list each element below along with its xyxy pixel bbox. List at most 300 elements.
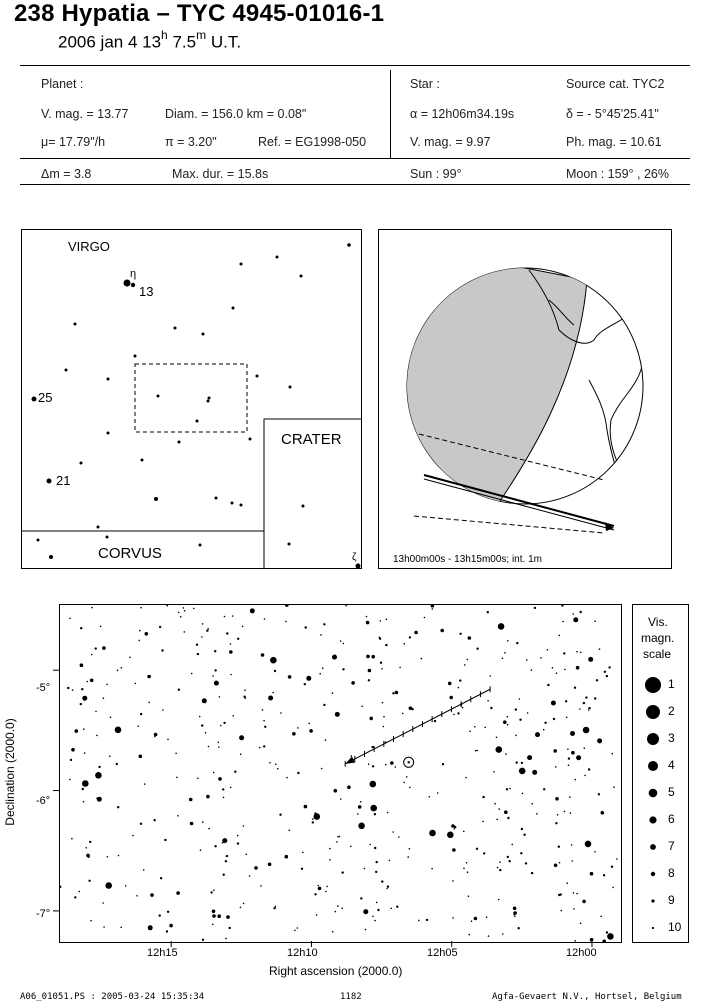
crater-label: CRATER — [281, 431, 342, 448]
field-star — [140, 607, 142, 609]
legend-title-2: magn. — [641, 631, 675, 645]
finder-star — [80, 462, 83, 465]
field-star — [482, 821, 484, 823]
field-star — [285, 605, 289, 607]
field-star — [229, 650, 233, 654]
field-star — [95, 647, 97, 649]
field-star — [117, 670, 119, 672]
xtick-12h15: 12h15 — [147, 947, 178, 959]
field-star — [377, 909, 379, 911]
field-star — [150, 893, 154, 897]
field-star — [80, 703, 82, 705]
path-limit-south — [414, 516, 604, 533]
field-star — [598, 793, 600, 795]
field-star — [385, 764, 387, 766]
field-star — [84, 752, 86, 754]
field-star — [329, 848, 331, 850]
field-star — [506, 788, 508, 790]
field-star — [374, 813, 376, 815]
field-star — [463, 868, 465, 870]
field-star — [100, 626, 102, 628]
field-star — [505, 753, 507, 755]
field-star — [83, 728, 85, 730]
field-star — [332, 692, 334, 694]
field-star — [519, 768, 526, 775]
field-star — [383, 726, 385, 728]
planet-vmag: V. mag. = 13.77 — [41, 107, 129, 121]
field-star — [562, 621, 564, 623]
field-star — [580, 611, 582, 613]
info-top-rule — [20, 65, 690, 66]
field-star — [467, 659, 469, 661]
field-star — [531, 803, 533, 805]
info-bottom-rule — [20, 184, 690, 185]
field-star — [301, 868, 303, 870]
field-star — [462, 707, 464, 709]
field-star — [214, 650, 216, 652]
field-star — [222, 788, 224, 790]
field-star — [372, 916, 374, 918]
finder-star — [288, 543, 291, 546]
field-star — [604, 671, 606, 673]
field-star — [531, 669, 533, 671]
field-star — [169, 924, 173, 928]
field-star — [368, 679, 370, 681]
field-star — [516, 642, 518, 644]
field-star — [245, 697, 247, 699]
field-star — [345, 605, 347, 606]
field-star — [205, 732, 207, 734]
legend-label-1: 1 — [668, 677, 675, 691]
field-star — [603, 874, 605, 876]
field-star — [361, 706, 363, 708]
legend-label-10: 10 — [668, 920, 682, 934]
field-star — [358, 823, 365, 830]
field-star — [229, 927, 231, 929]
field-star — [139, 755, 143, 759]
x-axis-label: Right ascension (2000.0) — [269, 964, 403, 978]
field-star — [515, 735, 517, 737]
field-star — [564, 669, 566, 671]
field-star — [594, 620, 596, 622]
field-star — [254, 866, 258, 870]
field-star — [563, 652, 565, 654]
field-star — [237, 638, 239, 640]
field-star — [306, 676, 311, 681]
field-star — [574, 940, 576, 942]
field-star — [103, 926, 105, 928]
field-star — [607, 935, 609, 937]
field-star — [263, 745, 265, 747]
star-phmag: Ph. mag. = 10.61 — [566, 135, 662, 149]
field-star — [288, 675, 292, 679]
field-star — [72, 689, 74, 691]
field-star — [205, 700, 207, 702]
field-star — [222, 838, 227, 843]
field-star — [218, 746, 220, 748]
field-star — [474, 726, 476, 728]
legend-dot-5 — [649, 789, 658, 798]
field-star — [418, 920, 420, 922]
field-star — [341, 907, 343, 909]
field-star — [571, 860, 573, 862]
field-star — [202, 821, 204, 823]
field-star — [312, 818, 314, 820]
field-star — [132, 835, 134, 837]
finder-star — [97, 526, 100, 529]
field-star — [90, 920, 92, 922]
finder-star — [231, 502, 234, 505]
field-star — [285, 855, 289, 859]
field-star — [493, 771, 495, 773]
finder-star — [208, 397, 211, 400]
field-star — [389, 860, 391, 862]
field-star — [219, 696, 221, 698]
field-star — [576, 666, 580, 670]
field-star — [504, 810, 508, 814]
field-star — [71, 748, 75, 752]
field-star — [580, 652, 582, 654]
star13-label: 13 — [139, 284, 154, 299]
planet-heading: Planet : — [41, 77, 84, 91]
field-star — [576, 893, 578, 895]
field-star — [431, 868, 433, 870]
field-star — [383, 716, 385, 718]
field-star — [302, 852, 304, 854]
sun-elongation: Sun : 99° — [410, 167, 462, 181]
field-star — [88, 856, 90, 858]
field-star — [568, 757, 570, 759]
field-star — [507, 640, 509, 642]
max-duration: Max. dur. = 15.8s — [172, 167, 269, 181]
field-star — [475, 750, 477, 752]
field-star — [573, 617, 578, 622]
field-star — [375, 871, 377, 873]
ytick-m6: -6° — [36, 795, 51, 807]
field-star — [273, 907, 275, 909]
field-star — [368, 669, 372, 673]
field-star — [154, 736, 156, 738]
field-star — [387, 812, 389, 814]
field-star — [207, 628, 209, 630]
field-star — [544, 722, 546, 724]
field-star — [240, 753, 242, 755]
field-star — [600, 916, 602, 918]
field-star — [385, 644, 387, 646]
field-star — [96, 735, 98, 737]
field-star — [571, 844, 573, 846]
field-star — [326, 886, 328, 888]
field-star — [402, 713, 404, 715]
field-star — [507, 716, 509, 718]
field-star — [421, 658, 423, 660]
footer-page: 1182 — [340, 992, 362, 1002]
ytick-m7: -7° — [36, 908, 51, 920]
field-star — [594, 697, 596, 699]
field-star — [206, 795, 210, 799]
field-star — [572, 613, 574, 615]
field-star — [503, 720, 507, 724]
field-star — [115, 727, 122, 734]
field-star — [342, 668, 344, 670]
xtick-12h10: 12h10 — [287, 947, 318, 959]
field-star — [387, 885, 389, 887]
legend-dots — [633, 605, 688, 942]
field-star — [465, 777, 467, 779]
field-star — [522, 793, 524, 795]
field-star — [369, 844, 371, 846]
field-star — [125, 885, 127, 887]
field-star — [381, 668, 383, 670]
field-star — [525, 862, 527, 864]
field-star — [147, 675, 151, 679]
field-star — [588, 709, 590, 711]
field-star — [521, 762, 523, 764]
field-star — [554, 864, 558, 868]
field-star — [232, 715, 234, 717]
field-star — [376, 861, 378, 863]
field-star — [567, 748, 569, 750]
field-star — [347, 785, 351, 789]
field-star — [370, 781, 377, 788]
field-star — [390, 908, 392, 910]
field-star — [263, 720, 265, 722]
star-alpha: α = 12h06m34.19s — [410, 107, 515, 121]
field-star — [612, 753, 614, 755]
field-star — [543, 788, 545, 790]
field-star — [95, 711, 97, 713]
field-star — [606, 675, 608, 677]
field-star — [409, 636, 411, 638]
finder-star — [141, 459, 144, 462]
planet-pi: π = 3.20" — [165, 135, 217, 149]
field-star — [212, 675, 214, 677]
field-star — [110, 717, 112, 719]
legend-label-4: 4 — [668, 758, 675, 772]
finder-star — [215, 497, 218, 500]
field-star — [226, 855, 228, 857]
star-source: Source cat. TYC2 — [566, 77, 665, 91]
field-star — [571, 751, 575, 755]
field-star — [332, 655, 337, 660]
virgo-label: VIRGO — [68, 239, 110, 254]
field-star — [272, 692, 274, 694]
field-star — [440, 629, 444, 633]
field-star — [218, 742, 220, 744]
field-star — [380, 620, 382, 622]
field-star — [616, 858, 618, 860]
field-star — [463, 831, 465, 833]
field-star — [499, 869, 501, 871]
field-star — [332, 931, 334, 933]
legend-title-3: scale — [643, 647, 672, 661]
field-star — [320, 634, 322, 636]
field-star — [490, 707, 492, 709]
event-date: 2006 jan 4 13 — [58, 32, 162, 52]
field-star — [457, 712, 459, 714]
field-star — [136, 895, 138, 897]
field-star — [325, 739, 327, 741]
finder-star — [256, 375, 259, 378]
field-star — [469, 934, 471, 936]
field-star — [140, 713, 142, 715]
field-star — [60, 886, 62, 888]
field-star — [116, 763, 118, 765]
field-star — [507, 856, 509, 858]
y-axis-label: Declination (2000.0) — [3, 718, 17, 826]
zeta-label: ζ — [352, 552, 357, 563]
field-star — [590, 938, 594, 942]
field-star — [386, 888, 388, 890]
field-star — [317, 885, 319, 887]
field-star — [482, 796, 484, 798]
field-star — [202, 623, 204, 625]
field-star — [454, 826, 456, 828]
field-star — [429, 796, 431, 798]
field-star — [576, 755, 581, 760]
field-star — [69, 779, 71, 781]
field-star — [566, 717, 568, 719]
field-star — [499, 861, 501, 863]
finder-chart-svg — [22, 230, 361, 568]
field-star — [312, 821, 314, 823]
field-star — [74, 896, 76, 898]
finder-star — [131, 283, 135, 287]
field-star — [323, 704, 325, 706]
field-star — [224, 616, 226, 618]
field-star — [366, 655, 370, 659]
field-star — [177, 815, 179, 817]
field-star — [372, 765, 374, 767]
field-star — [178, 689, 180, 691]
field-star — [540, 657, 542, 659]
finder-star — [240, 263, 243, 266]
field-star — [487, 611, 489, 613]
finder-star — [199, 544, 202, 547]
field-star — [547, 684, 549, 686]
field-star — [166, 605, 168, 607]
field-star — [304, 683, 306, 685]
field-star — [555, 766, 557, 768]
field-star — [97, 797, 102, 802]
globe-panel — [378, 229, 672, 569]
field-star — [411, 708, 413, 710]
field-star — [189, 798, 193, 802]
field-star — [588, 657, 593, 662]
field-star — [201, 636, 203, 638]
star25-label: 25 — [38, 390, 53, 405]
event-datetime — [58, 30, 241, 53]
field-star — [314, 893, 316, 895]
field-star — [534, 607, 536, 609]
field-star — [583, 702, 585, 704]
asteroid-track — [345, 689, 490, 764]
finder-star — [74, 323, 77, 326]
field-star — [106, 684, 108, 686]
field-star — [137, 725, 139, 727]
star-chart — [59, 604, 622, 943]
field-star — [585, 696, 587, 698]
field-star — [426, 919, 428, 921]
field-star — [547, 649, 549, 651]
field-star — [448, 682, 452, 686]
field-star — [513, 907, 517, 911]
field-star — [602, 940, 606, 943]
field-star — [260, 885, 262, 887]
field-star — [487, 700, 489, 702]
field-star — [502, 658, 504, 660]
field-star — [371, 746, 373, 748]
finder-star — [232, 307, 235, 310]
field-star — [91, 654, 93, 656]
info-mid-rule — [20, 158, 690, 159]
field-star — [366, 616, 368, 618]
field-star — [334, 789, 338, 793]
finder-field-box — [135, 364, 247, 432]
field-star — [612, 887, 614, 889]
field-star — [350, 846, 352, 848]
field-star — [396, 906, 398, 908]
field-star — [424, 617, 426, 619]
field-star — [259, 747, 261, 749]
track-arrow — [345, 757, 355, 764]
field-star — [434, 720, 436, 722]
field-star — [226, 632, 228, 634]
field-star — [183, 607, 185, 609]
field-star — [220, 725, 222, 727]
field-star — [264, 726, 266, 728]
field-star — [476, 848, 478, 850]
field-star — [531, 872, 533, 874]
field-star — [364, 868, 366, 870]
field-star — [335, 712, 340, 717]
field-star — [613, 786, 615, 788]
field-star — [275, 906, 277, 908]
field-star — [452, 848, 456, 852]
star-vmag: V. mag. = 9.97 — [410, 135, 491, 149]
star-delta: δ = - 5°45'25.41" — [566, 107, 659, 121]
field-star — [336, 841, 338, 843]
field-star — [230, 787, 232, 789]
field-star — [374, 847, 376, 849]
field-star — [268, 696, 273, 701]
field-star — [193, 608, 195, 610]
legend-label-9: 9 — [668, 893, 675, 907]
footer-credit: Agfa-Gevaert N.V., Hortsel, Belgium — [492, 992, 682, 1002]
field-star — [82, 788, 84, 790]
field-star — [201, 724, 203, 726]
field-star — [118, 855, 120, 857]
field-star — [584, 775, 586, 777]
field-star — [214, 681, 219, 686]
field-star — [140, 823, 142, 825]
field-star — [208, 828, 210, 830]
field-star — [379, 638, 381, 640]
field-star — [297, 927, 299, 929]
field-star — [382, 702, 384, 704]
field-star — [496, 746, 503, 753]
field-star — [160, 877, 162, 879]
planet-diam: Diam. = 156.0 km = 0.08" — [165, 107, 307, 121]
field-star — [230, 674, 232, 676]
field-star — [318, 887, 322, 891]
field-star — [452, 917, 454, 919]
field-star — [261, 653, 265, 657]
finder-star — [202, 333, 205, 336]
field-star — [242, 626, 244, 628]
finder-star — [154, 497, 158, 501]
field-star — [452, 880, 454, 882]
